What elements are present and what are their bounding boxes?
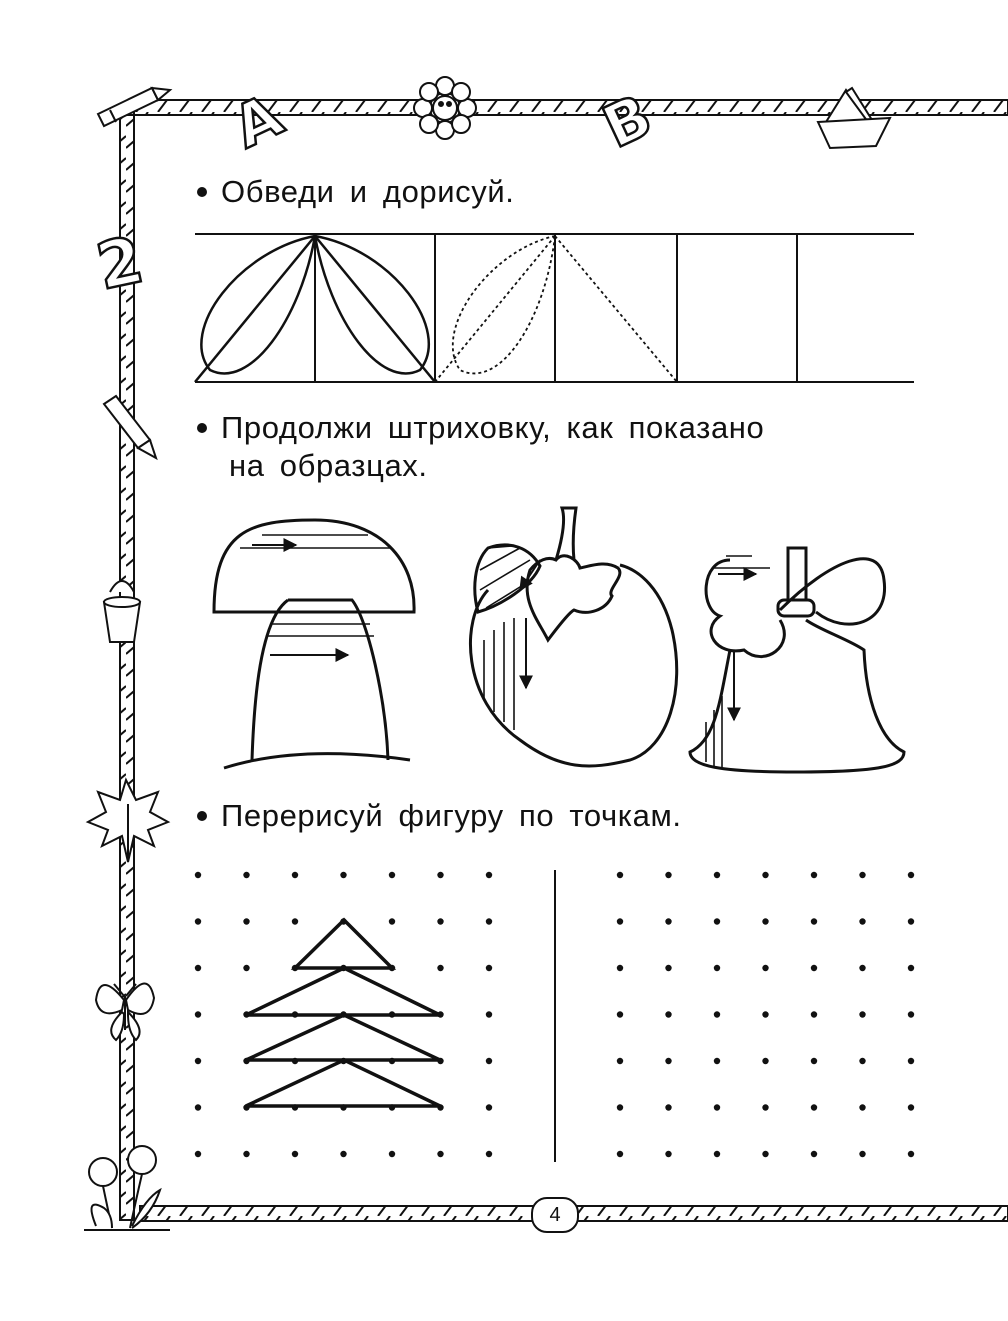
grid-dot xyxy=(665,965,671,971)
grid-dot xyxy=(665,1104,671,1110)
strawberry-picture xyxy=(470,508,676,766)
grid-dot xyxy=(195,872,201,878)
grid-dot xyxy=(714,918,720,924)
letter-a: А xyxy=(222,80,293,162)
task-continue-shading xyxy=(197,409,764,485)
maple-leaf-icon xyxy=(88,780,168,862)
grid-dot xyxy=(486,1151,492,1157)
grid-dot xyxy=(714,872,720,878)
flower-icon xyxy=(414,77,476,139)
task-text-continued: на образцах. xyxy=(229,448,428,483)
grid-dot xyxy=(195,1151,201,1157)
grid-dot xyxy=(340,872,346,878)
grid-dot xyxy=(762,1058,768,1064)
grid-dot xyxy=(714,1151,720,1157)
grid-dot xyxy=(292,1151,298,1157)
grid-dot xyxy=(617,918,623,924)
number-two-icon xyxy=(91,223,150,305)
grid-dot xyxy=(486,1104,492,1110)
grid-dot xyxy=(811,1151,817,1157)
grid-dot xyxy=(811,1058,817,1064)
grid-dot xyxy=(617,965,623,971)
grid-dot xyxy=(195,965,201,971)
task-text: Обведи и дорисуй. xyxy=(221,174,515,209)
page-number: 4 xyxy=(531,1197,579,1233)
grid-dot xyxy=(389,872,395,878)
grid-dot xyxy=(762,918,768,924)
grid-dot xyxy=(665,918,671,924)
task-text: Перерисуй фигуру по точкам. xyxy=(221,798,682,833)
grid-dot xyxy=(437,918,443,924)
grid-dot xyxy=(195,1058,201,1064)
grid-dot xyxy=(811,965,817,971)
grid-dot xyxy=(292,872,298,878)
grid-dot xyxy=(617,1104,623,1110)
task-redraw-by-dots xyxy=(197,797,682,835)
grid-dot xyxy=(762,1011,768,1017)
grid-dot xyxy=(437,872,443,878)
grid-dot xyxy=(340,1151,346,1157)
number-two: 2 xyxy=(90,223,150,305)
grid-dot xyxy=(859,872,865,878)
bell-picture xyxy=(690,548,904,772)
grid-dot xyxy=(762,965,768,971)
grid-dot xyxy=(908,872,914,878)
page-frame xyxy=(120,100,1008,1221)
grid-dot xyxy=(195,1104,201,1110)
grid-dot xyxy=(714,1011,720,1017)
grid-dot xyxy=(762,1104,768,1110)
grid-dot xyxy=(762,872,768,878)
bullet xyxy=(197,423,207,433)
grid-dot xyxy=(292,918,298,924)
grid-dot xyxy=(243,918,249,924)
grid-dot xyxy=(811,872,817,878)
grid-dot xyxy=(389,918,395,924)
grid-dot xyxy=(486,1058,492,1064)
grid-dot xyxy=(486,965,492,971)
grid-dot xyxy=(859,1058,865,1064)
mushroom-picture xyxy=(214,520,414,768)
grid-dot xyxy=(437,965,443,971)
bullet xyxy=(197,187,207,197)
grid-dot xyxy=(762,1151,768,1157)
grid-dot xyxy=(859,1104,865,1110)
leaf-sample-left xyxy=(195,236,315,382)
grid-dot xyxy=(714,1058,720,1064)
grid-dot xyxy=(811,1104,817,1110)
bullet xyxy=(197,811,207,821)
grid-dot xyxy=(486,1011,492,1017)
grid-dot xyxy=(243,965,249,971)
task-text: Продолжи штриховку, как показано xyxy=(221,410,765,445)
grid-dot xyxy=(908,1058,914,1064)
grid-dot xyxy=(859,965,865,971)
grid-dot xyxy=(243,872,249,878)
letter-b-icon xyxy=(593,81,662,161)
grid-dot xyxy=(389,1151,395,1157)
grid-dot xyxy=(617,1011,623,1017)
letter-a-icon xyxy=(223,81,293,162)
grid-dot xyxy=(908,1011,914,1017)
grid-dot xyxy=(811,918,817,924)
grid-dot xyxy=(617,1058,623,1064)
task-trace-and-draw xyxy=(197,173,515,211)
grid-dot xyxy=(665,872,671,878)
grid-dot xyxy=(665,1151,671,1157)
grid-dot xyxy=(908,965,914,971)
dot-grid-blank xyxy=(617,872,914,1157)
grid-dot xyxy=(859,1011,865,1017)
grid-dot xyxy=(617,1151,623,1157)
grid-dot xyxy=(908,1104,914,1110)
grid-dot xyxy=(486,918,492,924)
grid-dot xyxy=(859,1151,865,1157)
grid-dot xyxy=(195,918,201,924)
tracing-grid xyxy=(195,234,914,382)
grid-dot xyxy=(714,1104,720,1110)
paper-boat-icon xyxy=(818,88,890,148)
grid-dot xyxy=(714,965,720,971)
leaf-sample-right xyxy=(315,236,435,382)
grid-dot xyxy=(908,918,914,924)
letter-b: В xyxy=(592,81,662,162)
grid-dot xyxy=(908,1151,914,1157)
grid-dot xyxy=(243,1151,249,1157)
grid-dot xyxy=(811,1011,817,1017)
grid-dot xyxy=(486,872,492,878)
grid-dot xyxy=(617,872,623,878)
grid-dot xyxy=(859,918,865,924)
grid-dot xyxy=(195,1011,201,1017)
grid-dot xyxy=(437,1151,443,1157)
grid-dot xyxy=(665,1011,671,1017)
grid-dot xyxy=(665,1058,671,1064)
